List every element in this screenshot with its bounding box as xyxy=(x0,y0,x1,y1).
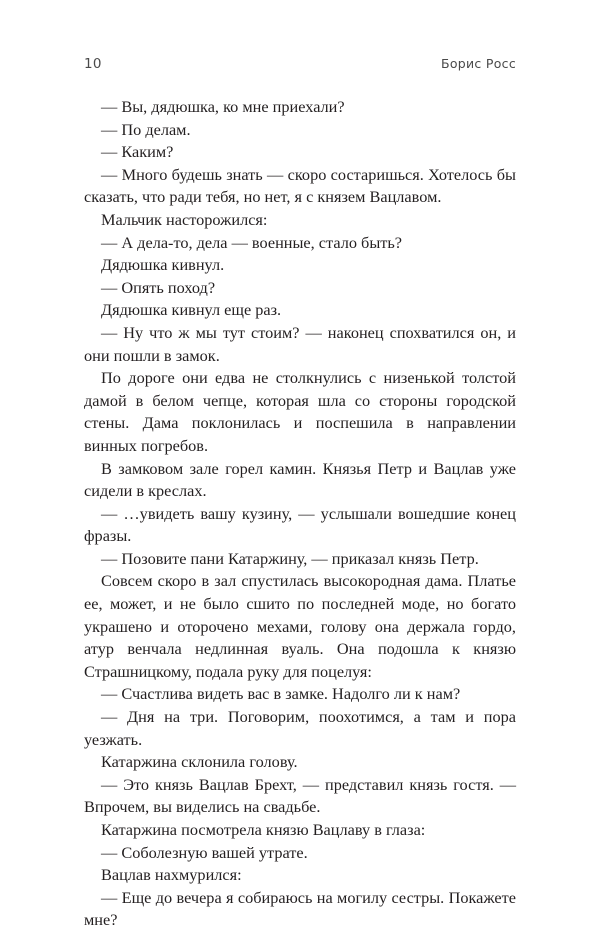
paragraph: Мальчик насторожился: xyxy=(101,209,268,229)
paragraph: — Соболезную вашей утрате. xyxy=(101,842,308,862)
paragraph: — Много будешь знать — скоро состаришься. Хотелось бы сказать, что ради тебя, но нет, я с князем Вацлавом. xyxy=(84,164,516,207)
paragraph: — Вы, дядюшка, ко мне приехали? xyxy=(101,97,345,116)
paragraph: — Опять поход? xyxy=(101,277,216,297)
paragraph: — Это князь Вацлав Брехт, — представил князь гостя. — Впрочем, вы виделись на свадьбе. xyxy=(84,774,516,817)
running-head-author: Борис Росс xyxy=(440,56,516,71)
paragraph: — Позовите пани Катаржину, — приказал князь Петр. xyxy=(101,548,479,568)
paragraph: — Счастлива видеть вас в замке. Надолго ли к нам? xyxy=(101,684,461,704)
paragraph: — …увидеть вашу кузину, — услышали вошедшие конец фразы. xyxy=(84,503,516,546)
paragraph: В замковом зале горел камин. Князья Петр и Вацлав уже сидели в креслах. xyxy=(84,458,516,501)
paragraph: — Ну что ж мы тут стоим? — наконец спохватился он, и они пошли в замок. xyxy=(84,322,516,365)
page-number: 10 xyxy=(84,56,102,72)
paragraph: — Каким? xyxy=(101,142,174,162)
paragraph: — По делам. xyxy=(101,119,191,139)
page-header xyxy=(84,56,516,76)
paragraph: — Дня на три. Поговорим, поохотимся, а там и пора уезжать. xyxy=(84,707,516,749)
paragraph: Дядюшка кивнул еще раз. xyxy=(101,300,282,320)
paragraph: Катаржина склонила голову. xyxy=(101,752,298,772)
paragraph: Вацлав нахмурился: xyxy=(101,865,242,885)
paragraph: — А дела-то, дела — военные, стало быть? xyxy=(101,232,403,252)
paragraph: Совсем скоро в зал спустилась высокородная дама. Платье ее, может, и не было сшито по последней моде, но богато украшено и оторочено мехами, голову она держала гордо, атур венчала недлинная вуаль. Она подошла к князю Страшницкому, подала руку для поцелуя: xyxy=(84,571,516,681)
paragraph: Дядюшка кивнул. xyxy=(101,255,225,275)
paragraph: По дороге они едва не столкнулись с низенькой толстой дамой в белом чепце, которая шла со стороны городской стены. Дама поклонилась и поспешила в направлении винных погребов. xyxy=(84,368,516,455)
paragraph: Катаржина посмотрела князю Вацлаву в глаза: xyxy=(101,820,426,839)
body-text xyxy=(84,96,516,932)
paragraph: — Еще до вечера я собираюсь на могилу сестры. Покажете мне? xyxy=(84,887,516,930)
